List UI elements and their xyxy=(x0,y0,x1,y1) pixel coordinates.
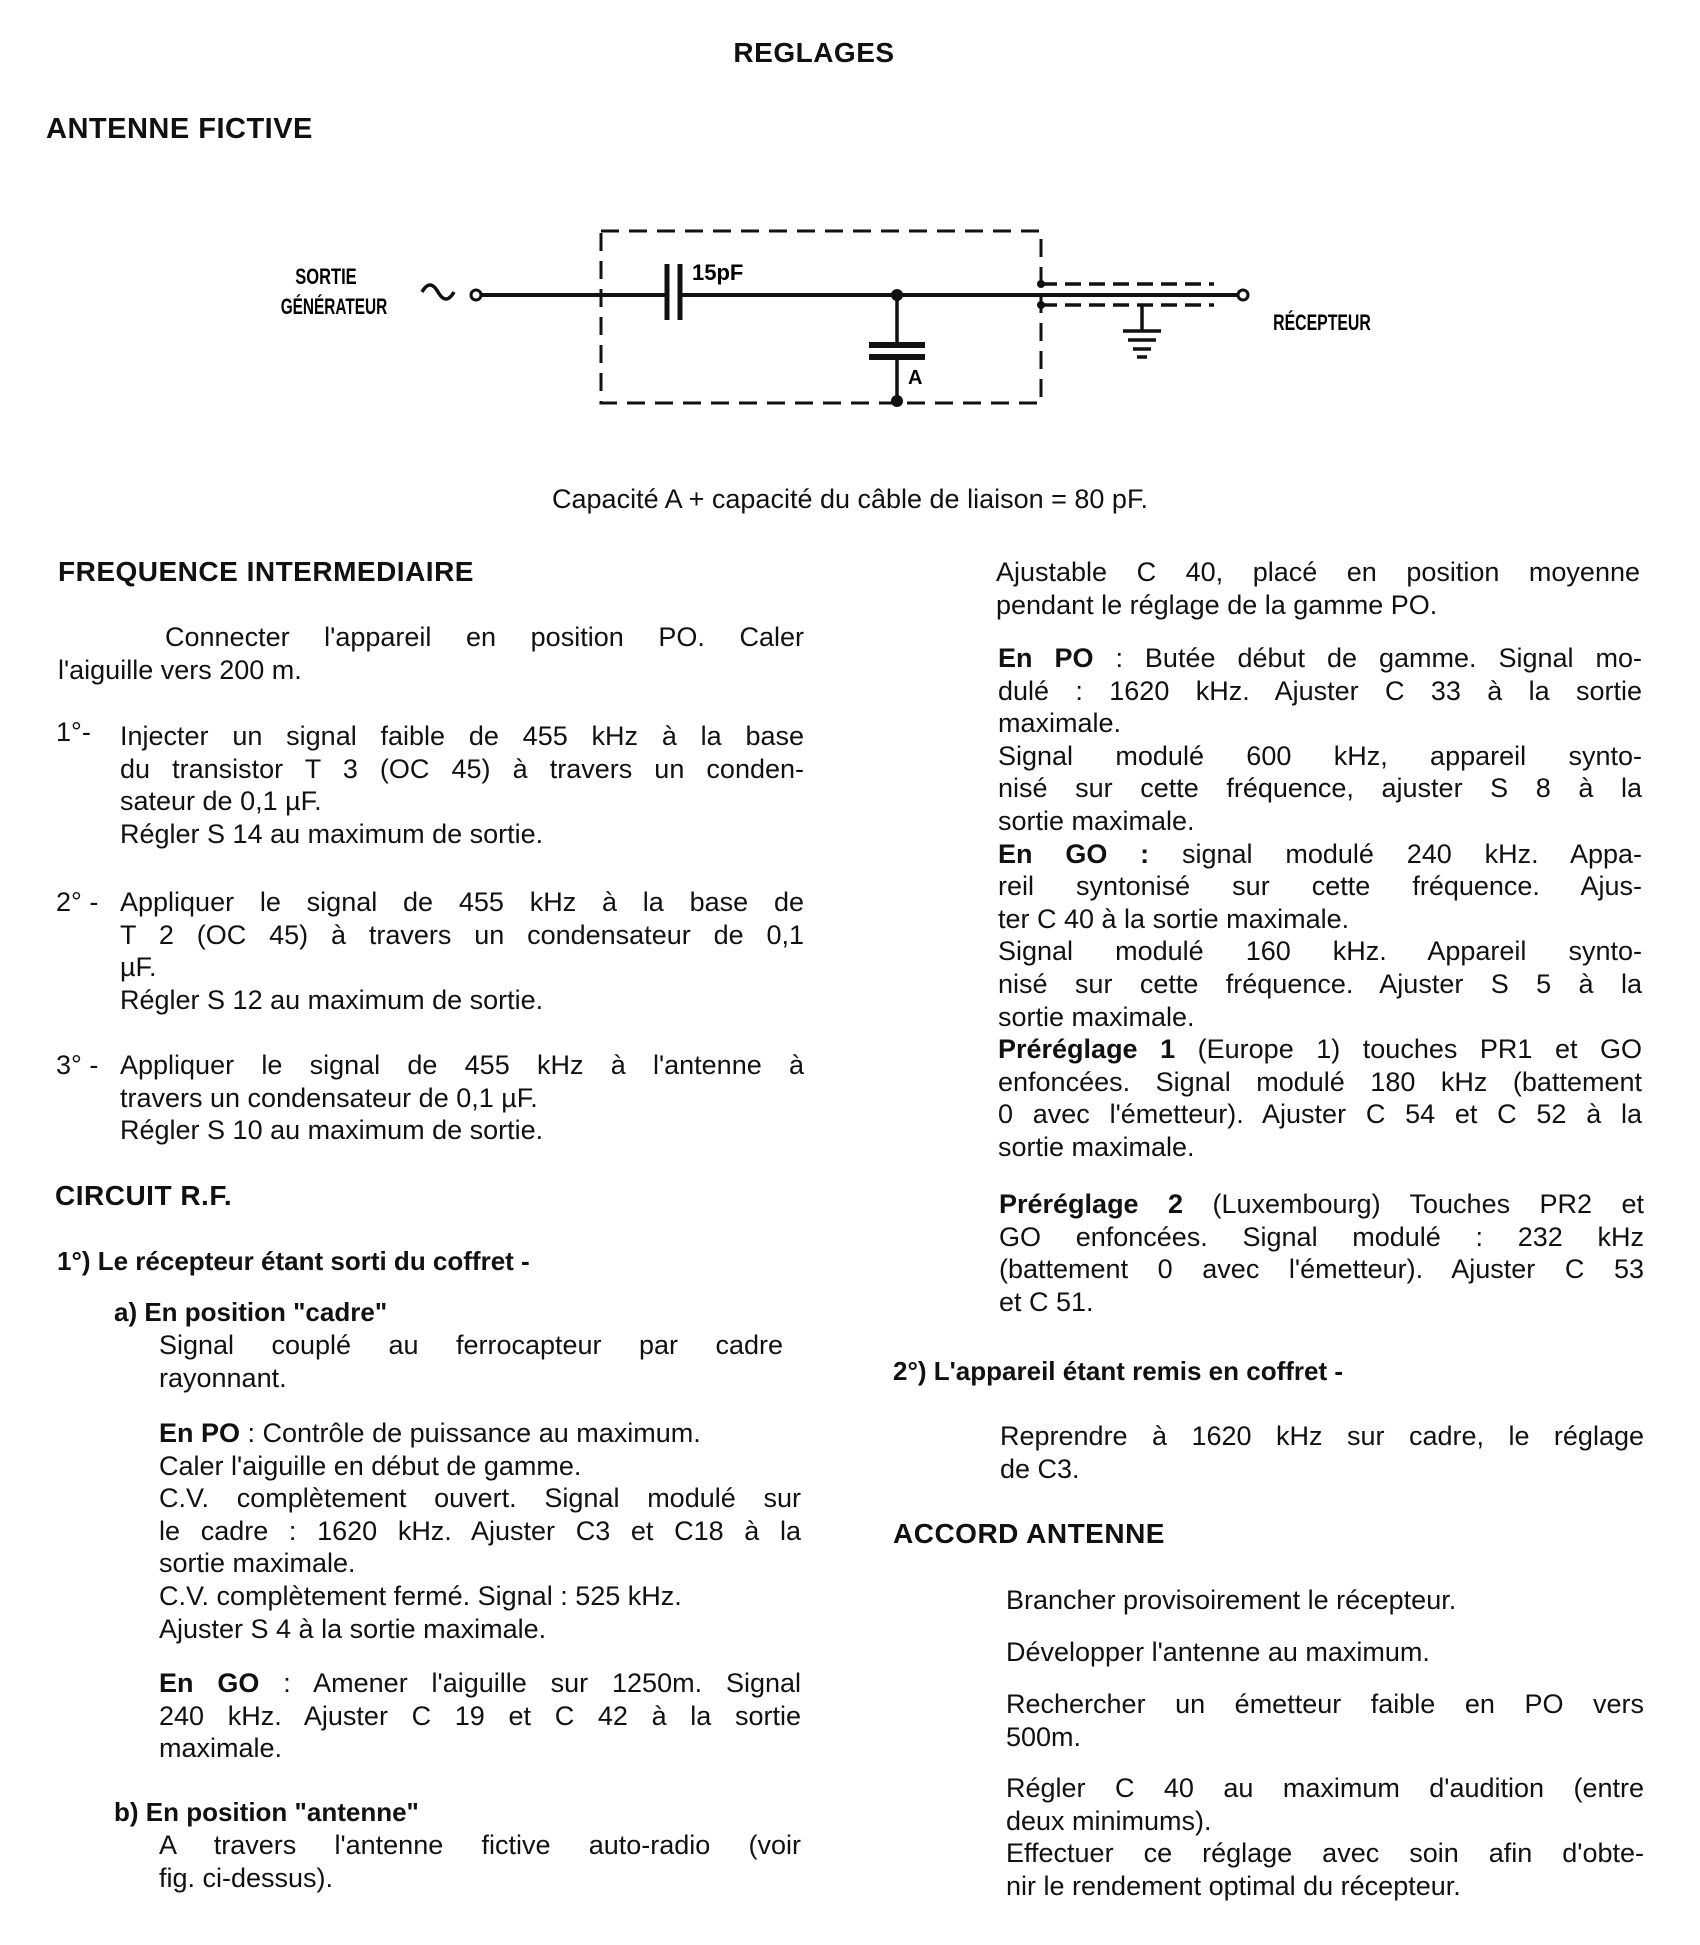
text-line: Rechercher un émetteur faible en PO vers xyxy=(1006,1689,1644,1719)
text-line xyxy=(159,1667,801,1700)
fi-step-1 xyxy=(120,720,804,850)
output-terminal xyxy=(1238,290,1248,300)
input-terminal xyxy=(471,290,481,300)
page-title: REGLAGES xyxy=(733,37,895,68)
text-line: nir le rendement optimal du récepteur. xyxy=(1006,1870,1461,1901)
text-line: sateur de 0,1 µF. xyxy=(120,786,322,817)
text-line: Effectuer ce réglage avec soin afin d'obte- xyxy=(1006,1838,1644,1869)
developper-paragraph xyxy=(1006,1636,1644,1669)
text-line: de C3. xyxy=(1000,1453,1080,1484)
section-heading-circuit-rf: CIRCUIT R.F. xyxy=(55,1180,233,1211)
step-number: 2° - xyxy=(56,887,99,917)
position-antenne-body xyxy=(159,1829,801,1894)
fi-step-2 xyxy=(120,886,804,1016)
text-line: 500m. xyxy=(1006,1721,1082,1752)
bold-label: En PO xyxy=(159,1418,241,1448)
brancher-paragraph xyxy=(1006,1584,1644,1617)
rf-step-2-heading: 2°) L'appareil étant remis en coffret - xyxy=(893,1356,1344,1386)
rf-step-1-heading: 1°) Le récepteur étant sorti du coffret - xyxy=(57,1246,530,1276)
text-line: deux minimums). xyxy=(1006,1805,1212,1836)
text-line: GO enfoncées. Signal modulé : 232 kHz xyxy=(999,1221,1644,1252)
regler-paragraph xyxy=(1006,1772,1644,1902)
text-line xyxy=(998,642,1642,675)
text-line: ter C 40 à la sortie maximale. xyxy=(998,903,1350,934)
position-cadre-po xyxy=(159,1417,801,1645)
text-line: Ajustable C 40, placé en position moyenne xyxy=(996,557,1640,587)
text-line: Caler l'aiguille en début de gamme. xyxy=(159,1450,582,1481)
text-line: fig. ci-dessus). xyxy=(159,1862,334,1893)
section-heading-antenne-fictive: ANTENNE FICTIVE xyxy=(46,113,313,145)
text-line: Connecter l'appareil en position PO. Caler xyxy=(165,622,804,652)
line-text: : Amener l'aiguille sur 1250m. Signal xyxy=(259,1668,802,1698)
text-line: reil syntonisé sur cette fréquence. Ajus- xyxy=(998,871,1642,902)
diagram-caption: Capacité A + capacité du câble de liaison = 80 pF. xyxy=(552,484,1148,514)
rf-settings-paragraphs xyxy=(998,642,1642,1164)
section-heading-frequence-intermediaire: FREQUENCE INTERMEDIAIRE xyxy=(58,556,474,587)
text-line: (battement 0 avec l'émetteur). Ajuster C 53 xyxy=(999,1254,1644,1285)
receiver-label: RÉCEPTEUR xyxy=(1273,311,1371,336)
text-line: Régler S 10 au maximum de sortie. xyxy=(120,1115,544,1146)
text-line: Régler S 12 au maximum de sortie. xyxy=(120,984,544,1015)
bold-label: En GO : xyxy=(998,838,1150,869)
bold-label: En PO xyxy=(998,643,1094,673)
text-line xyxy=(998,1033,1642,1066)
text-line: Ajuster S 4 à la sortie maximale. xyxy=(159,1613,547,1644)
text-line: A travers l'antenne fictive auto-radio (voir xyxy=(159,1830,801,1860)
ac-source-icon xyxy=(422,285,454,299)
source-label-sortie: SORTIE xyxy=(295,264,357,290)
text-line: 0 avec l'émetteur). Ajuster C 54 et C 52 à la xyxy=(998,1099,1642,1130)
text-line: µF. xyxy=(120,952,157,983)
dummy-antenna-circuit-diagram xyxy=(0,0,1700,440)
text-line: et C 51. xyxy=(999,1286,1094,1317)
text-line: maximale. xyxy=(159,1733,283,1764)
series-capacitor-label: 15pF xyxy=(692,260,744,285)
text-line: Régler S 14 au maximum de sortie. xyxy=(120,818,544,849)
fi-intro-paragraph xyxy=(58,621,804,686)
text-line: Appliquer le signal de 455 kHz à la base de xyxy=(120,887,804,917)
text-line xyxy=(999,1188,1644,1221)
bold-label: Préréglage 1 xyxy=(998,1034,1176,1065)
step-number: 3° - xyxy=(56,1050,99,1080)
text-line: C.V. complètement ouvert. Signal modulé sur xyxy=(159,1483,801,1514)
rechercher-paragraph xyxy=(1006,1688,1644,1753)
text-line: T 2 (OC 45) à travers un condensateur de 0,1 xyxy=(120,919,804,950)
text-line: Régler C 40 au maximum d'audition (entre xyxy=(1006,1773,1644,1803)
position-cadre-go xyxy=(159,1667,801,1765)
ground-icon xyxy=(1123,305,1161,357)
text-line: l'aiguille vers 200 m. xyxy=(58,654,302,685)
text-line: Brancher provisoirement le récepteur. xyxy=(1006,1585,1457,1615)
line-text: signal modulé 240 kHz. Appa- xyxy=(1149,838,1642,869)
bold-label: Préréglage 2 xyxy=(999,1189,1184,1219)
text-line: Signal modulé 600 kHz, appareil synto- xyxy=(998,740,1642,771)
text-line: rayonnant. xyxy=(159,1362,287,1393)
ajustable-paragraph xyxy=(996,556,1640,621)
text-line: Signal modulé 160 kHz. Appareil synto- xyxy=(998,936,1642,967)
source-label-generateur: GÉNÉRATEUR xyxy=(280,295,388,320)
text-line xyxy=(159,1417,801,1450)
text-line: du transistor T 3 (OC 45) à travers un conden- xyxy=(120,753,804,784)
text-line: sortie maximale. xyxy=(998,1001,1195,1032)
text-line: Développer l'antenne au maximum. xyxy=(1006,1637,1430,1667)
text-line: travers un condensateur de 0,1 µF. xyxy=(120,1082,538,1113)
bold-label: En GO xyxy=(159,1668,260,1698)
text-line: C.V. complètement fermé. Signal : 525 kHz. xyxy=(159,1580,682,1611)
text-line: Signal couplé au ferrocapteur par cadre xyxy=(159,1330,783,1360)
junction-dot xyxy=(891,395,903,407)
text-line: sortie maximale. xyxy=(159,1548,356,1579)
text-line: nisé sur cette fréquence, ajuster S 8 à la xyxy=(998,773,1642,804)
text-line: Appliquer le signal de 455 kHz à l'antenne à xyxy=(120,1050,804,1080)
position-antenne-heading: b) En position "antenne" xyxy=(114,1797,419,1827)
text-line: sortie maximale. xyxy=(998,805,1195,836)
section-heading-accord-antenne: ACCORD ANTENNE xyxy=(893,1518,1165,1549)
step-number: 1°- xyxy=(56,717,91,747)
text-line: sortie maximale. xyxy=(998,1131,1195,1162)
text-line: pendant le réglage de la gamme PO. xyxy=(996,589,1438,620)
prereglage-2-paragraph xyxy=(999,1188,1644,1318)
position-cadre-body xyxy=(159,1329,783,1394)
text-line: nisé sur cette fréquence. Ajuster S 5 à la xyxy=(998,968,1642,999)
shunt-capacitor-label: A xyxy=(908,367,923,389)
text-line: maximale. xyxy=(998,708,1122,739)
line-text: (Luxembourg) Touches PR2 et xyxy=(1183,1189,1645,1219)
line-text: : Contrôle de puissance au maximum. xyxy=(240,1418,701,1448)
fi-step-3 xyxy=(120,1049,804,1147)
text-line: le cadre : 1620 kHz. Ajuster C3 et C18 à la xyxy=(159,1515,801,1546)
line-text: : Butée début de gamme. Signal mo- xyxy=(1093,643,1642,673)
text-line: 240 kHz. Ajuster C 19 et C 42 à la sortie xyxy=(159,1700,801,1731)
text-line: enfoncées. Signal modulé 180 kHz (battement xyxy=(998,1066,1642,1097)
text-line xyxy=(998,838,1642,871)
reprendre-paragraph xyxy=(1000,1420,1644,1485)
text-line: Reprendre à 1620 kHz sur cadre, le réglage xyxy=(1000,1421,1644,1451)
text-line: Injecter un signal faible de 455 kHz à la base xyxy=(120,721,804,751)
text-line: dulé : 1620 kHz. Ajuster C 33 à la sortie xyxy=(998,675,1642,706)
position-cadre-heading: a) En position "cadre" xyxy=(114,1297,388,1327)
line-text: (Europe 1) touches PR1 et GO xyxy=(1175,1034,1642,1065)
